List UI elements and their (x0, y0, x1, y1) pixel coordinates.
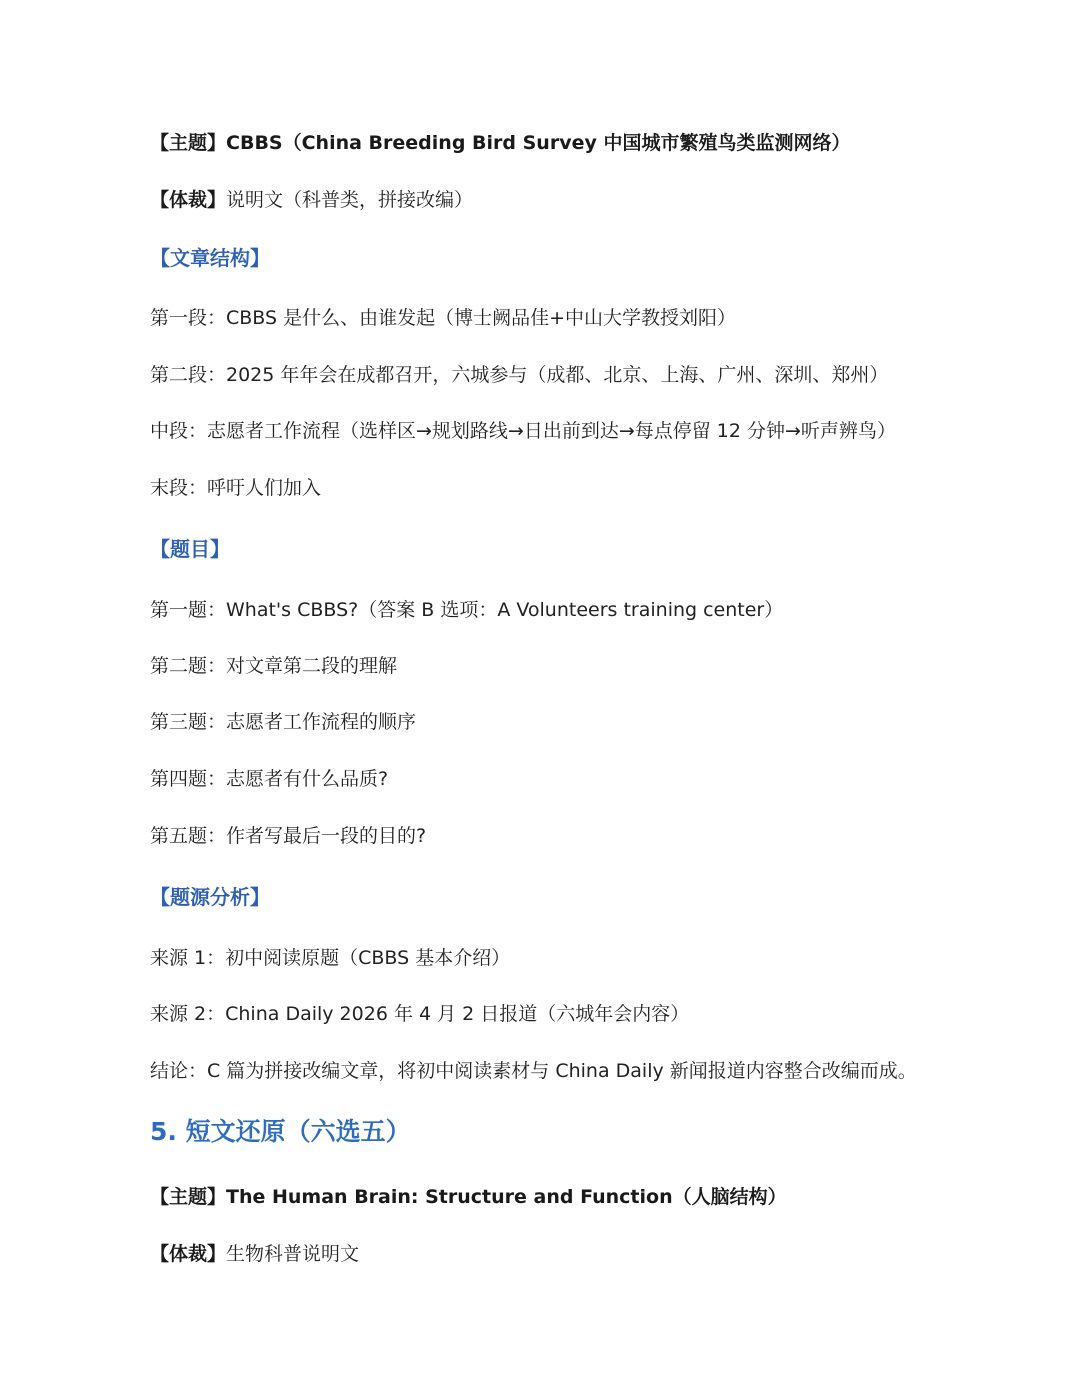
structure-item: 中段：志愿者工作流程（选样区→规划路线→日出前到达→每点停留 12 分钟→听声辨鸟） (150, 420, 896, 442)
source-item: 来源 1：初中阅读原题（CBBS 基本介绍） (150, 947, 511, 969)
questions-heading: 【题目】 (150, 537, 230, 561)
structure-item: 第二段：2025 年年会在成都召开，六城参与（成都、北京、上海、广州、深圳、郑州） (150, 364, 889, 386)
genre-line (150, 187, 1020, 213)
question-item: 第五题：作者写最后一段的目的? (150, 825, 427, 847)
structure-heading: 【文章结构】 (150, 246, 270, 270)
sources-heading: 【题源分析】 (150, 885, 270, 909)
genre-tag: 【体裁】 (150, 189, 227, 211)
topic-line (150, 130, 1020, 156)
section5-topic-line (150, 1184, 1020, 1210)
question-item: 第四题：志愿者有什么品质? (150, 768, 389, 790)
section5-genre-line (150, 1241, 1020, 1267)
section5-topic-tag: 【主题】 (150, 1186, 227, 1208)
section5-genre-tag: 【体裁】 (150, 1243, 227, 1265)
section5-genre-text: 生物科普说明文 (226, 1243, 360, 1265)
genre-text: 说明文（科普类，拼接改编） (226, 189, 474, 211)
question-item: 第二题：对文章第二段的理解 (150, 655, 398, 677)
source-item: 来源 2：China Daily 2026 年 4 月 2 日报道（六城年会内容） (150, 1003, 690, 1025)
question-item: 第三题：志愿者工作流程的顺序 (150, 711, 417, 733)
section5-topic-text: The Human Brain: Structure and Function（人脑结构） (226, 1186, 787, 1208)
section5-heading: 5. 短文还原（六选五） (150, 1117, 411, 1146)
source-conclusion: 结论：C 篇为拼接改编文章，将初中阅读素材与 China Daily 新闻报道内容整合改编而成。 (150, 1060, 917, 1082)
structure-item: 第一段：CBBS 是什么、由谁发起（博士阙品佳+中山大学教授刘阳） (150, 307, 737, 329)
question-item: 第一题：What's CBBS?（答案 B 选项：A Volunteers training center） (150, 599, 784, 621)
topic-tag: 【主题】 (150, 132, 227, 154)
structure-item: 末段：呼吁人们加入 (150, 477, 322, 499)
topic-text: CBBS（China Breeding Bird Survey 中国城市繁殖鸟类监测网络） (226, 132, 851, 154)
